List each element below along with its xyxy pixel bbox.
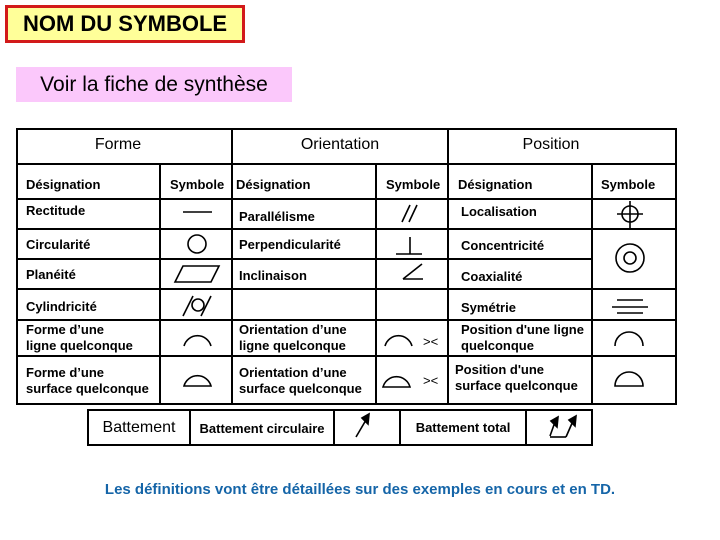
parallelism-icon: [402, 205, 417, 222]
position-item: [461, 322, 584, 354]
position-item: Coaxialité: [461, 269, 523, 284]
position-icon: [617, 201, 643, 228]
position-item: Localisation: [461, 204, 537, 219]
forme-item: Cylindricité: [26, 299, 97, 314]
line-profile-icon: [184, 336, 211, 346]
cylindricity-icon: [183, 296, 211, 316]
circularity-icon: [188, 235, 206, 253]
page-title: NOM DU SYMBOLE: [5, 5, 245, 43]
concentricity-icon: [616, 244, 644, 272]
line1: Position d'une ligne: [461, 322, 584, 337]
circular-runout-icon: [356, 414, 369, 437]
orientation-surface-profile-icon: [383, 377, 410, 387]
col-header-symbol: Symbole: [601, 177, 656, 192]
line2: ligne quelconque: [239, 338, 346, 353]
position-item: Symétrie: [461, 300, 516, 315]
col-header-designation: Désignation: [26, 177, 101, 192]
col-header-designation: Désignation: [236, 177, 311, 192]
line1: Forme d’une: [26, 365, 105, 380]
position-item: [455, 362, 578, 394]
orientation-item: Parallélisme: [239, 209, 315, 224]
group-forme: Forme: [94, 136, 142, 153]
orientation-line-profile-icon: [385, 336, 412, 346]
position-line-profile-icon: [615, 332, 643, 346]
total-runout-icon: [550, 416, 576, 437]
synthesis-link[interactable]: Voir la fiche de synthèse: [16, 67, 292, 102]
circular-runout-label: Battement circulaire: [199, 421, 325, 436]
line2: surface quelconque: [26, 381, 149, 396]
col-header-symbol: Symbole: [386, 177, 441, 192]
orientation-item: Perpendicularité: [239, 237, 341, 252]
perpendicularity-icon: [396, 237, 422, 254]
total-runout-label: Battement total: [415, 420, 511, 435]
line1: Forme d’une: [26, 322, 105, 337]
line1: Orientation d’une: [239, 365, 347, 380]
opposed-marker: ><: [423, 373, 439, 388]
orientation-item: [239, 365, 362, 397]
battement-label: Battement: [102, 419, 176, 436]
col-header-designation: Désignation: [458, 177, 533, 192]
opposed-marker: ><: [423, 334, 439, 349]
orientation-item: [239, 322, 347, 354]
symmetry-icon: [612, 300, 648, 313]
orientation-item: Inclinaison: [239, 268, 307, 283]
forme-item: [26, 365, 149, 397]
forme-item: Circularité: [26, 237, 91, 252]
line2: surface quelconque: [239, 381, 362, 396]
group-position: Position: [522, 136, 580, 153]
col-header-symbol: Symbole: [170, 177, 225, 192]
flatness-icon: [175, 266, 219, 282]
forme-item: [26, 322, 133, 354]
footer-note: Les définitions vont être détaillées sur des exemples en cours et en TD.: [104, 481, 616, 498]
angularity-icon: [403, 264, 423, 279]
line2: surface quelconque: [455, 378, 578, 393]
line2: ligne quelconque: [26, 338, 133, 353]
forme-item: Rectitude: [26, 203, 86, 218]
line1: Orientation d’une: [239, 322, 347, 337]
line1: Position d'une: [455, 362, 545, 377]
surface-profile-icon: [184, 376, 211, 386]
forme-item: Planéité: [26, 267, 76, 282]
position-item: Concentricité: [461, 238, 545, 253]
line2: quelconque: [461, 338, 534, 353]
group-orientation: Orientation: [300, 136, 380, 153]
position-surface-profile-icon: [615, 372, 643, 386]
